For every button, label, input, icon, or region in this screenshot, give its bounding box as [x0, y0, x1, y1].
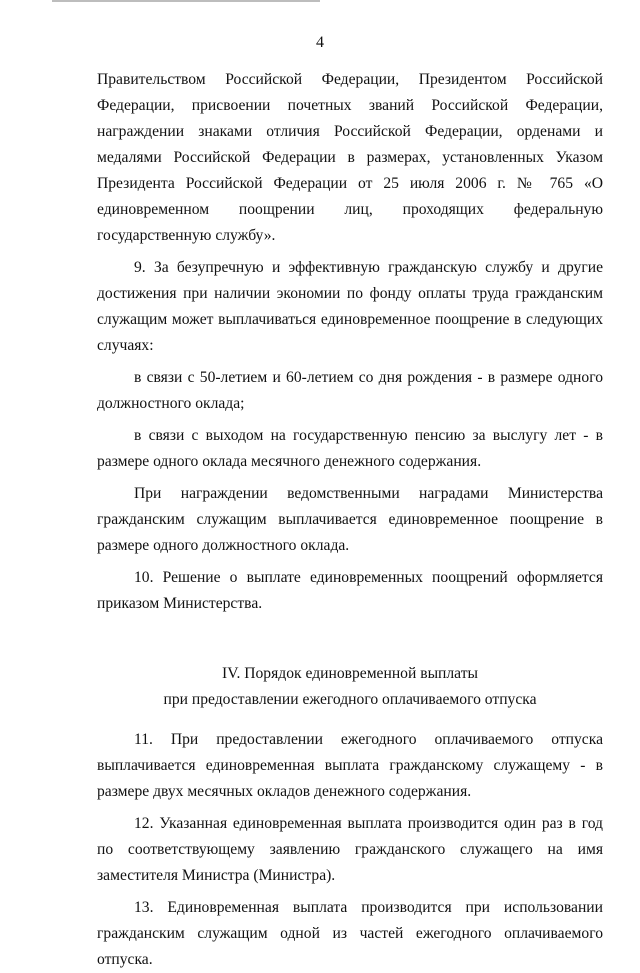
scan-top-edge-line	[52, 0, 320, 2]
paragraph-10: 10. Решение о выплате единовременных поощрений оформляется приказом Министерства.	[97, 569, 603, 612]
paragraph-9: 9. За безупречную и эффективную гражданскую службу и другие достижения при наличии экономии по фонду оплаты труда гражданским служащим может выплачиваться единовременное поощрение в следующих случаях:	[97, 259, 603, 354]
paragraph-9-item-pension: в связи с выходом на государственную пенсию за выслугу лет - в размере одного оклада месячного денежного содержания.	[97, 427, 603, 470]
paragraph-9-item-awards: При награждении ведомственными наградами Министерства гражданским служащим выплачивается единовременное поощрение в размере одного должностного оклада.	[97, 485, 603, 554]
paragraph-9-item-anniversary: в связи с 50-летием и 60-летием со дня рождения - в размере одного должностного оклада;	[97, 369, 603, 412]
section-4-heading-line-2: при предоставлении ежегодного оплачиваемого отпуска	[163, 691, 537, 708]
section-4-heading-line-1: IV. Порядок единовременной выплаты	[222, 665, 478, 682]
section-4-heading	[97, 661, 603, 713]
paragraph-13: 13. Единовременная выплата производится при использовании гражданским служащим одной из частей ежегодного оплачиваемого отпуска.	[97, 899, 603, 968]
paragraph-11: 11. При предоставлении ежегодного оплачиваемого отпуска выплачивается единовременная выплата гражданскому служащему - в размере двух месячных окладов денежного содержания.	[97, 731, 603, 800]
document-body	[97, 67, 603, 973]
paragraph-12: 12. Указанная единовременная выплата производится один раз в год по соответствующему заявлению гражданского служащего на имя заместителя Министра (Министра).	[97, 815, 603, 884]
paragraph-8-continuation: Правительством Российской Федерации, Президентом Российской Федерации, присвоении почетных званий Российской Федерации, награждении знаками отличия Российской Федерации, орденами и медалями Российской Федерации в размерах, установленных Указом Президента Российской Федерации от 25 июля 2006 г. № 765 «О единовременном поощрении лиц, проходящих федеральную государственную службу».	[97, 71, 603, 244]
page-number: 4	[316, 34, 324, 51]
